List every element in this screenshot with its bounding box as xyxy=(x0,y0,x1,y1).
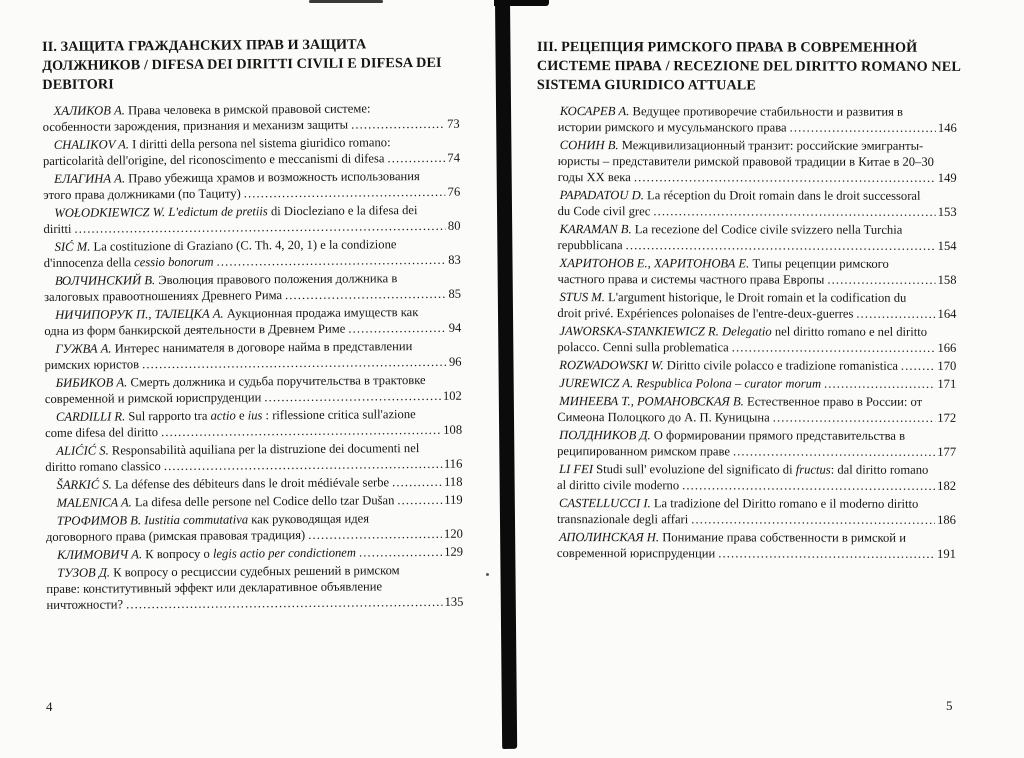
page-ref: 102 xyxy=(442,388,462,403)
toc-line xyxy=(46,492,463,511)
author-name: ALIĆIĆ S. xyxy=(56,443,109,458)
page-ref: 129 xyxy=(444,544,464,559)
author-name: ПОЛДНИКОВ Д. xyxy=(559,428,651,443)
dot-leader xyxy=(773,409,936,425)
toc-entries-left xyxy=(43,100,464,613)
title-text: Эволюция правового положения должника в xyxy=(158,271,398,288)
toc-entry xyxy=(46,492,463,511)
title-text: Право убежища храмов и возможность использования xyxy=(128,169,420,186)
entry-title xyxy=(557,443,730,459)
toc-entry xyxy=(45,406,462,441)
toc-line xyxy=(45,388,462,407)
page-ref: 120 xyxy=(443,526,463,541)
title-text: diritti xyxy=(43,221,72,236)
author-name: JAWORSKA-STANKIEWICZ R. xyxy=(559,324,719,339)
title-text: Права человека в римской правовой системе: xyxy=(127,101,371,118)
page-ref: 158 xyxy=(937,272,957,287)
toc-entry xyxy=(557,393,956,426)
toc-line xyxy=(558,237,957,254)
dot-leader xyxy=(691,511,935,528)
page-ref: 85 xyxy=(448,286,462,301)
entry-title xyxy=(44,254,214,271)
toc-line xyxy=(45,422,462,441)
toc-line xyxy=(557,409,956,426)
latin-term: ius xyxy=(247,408,263,423)
entry-title xyxy=(557,305,853,322)
page-ref: 135 xyxy=(444,594,464,609)
page-ref: 74 xyxy=(447,150,461,165)
page-ref: 96 xyxy=(448,354,462,369)
title-text: Симеона Полоцкого до А. П. Куницына xyxy=(557,410,770,425)
title-text: diritto romano classico xyxy=(45,459,161,474)
toc-line xyxy=(558,187,957,204)
entry-title xyxy=(558,237,623,253)
toc-entry xyxy=(557,529,956,562)
toc-line xyxy=(557,305,956,322)
toc-entry xyxy=(44,270,461,305)
toc-line xyxy=(558,119,957,136)
author-name: БИБИКОВ А. xyxy=(55,375,128,390)
title-text: d'innocenza della xyxy=(43,255,135,270)
toc-entry xyxy=(558,137,957,186)
title-text: частного права и системы частного права Европы xyxy=(557,272,825,287)
title-text: repubblicana xyxy=(557,238,623,253)
dot-leader xyxy=(626,237,936,254)
page-ref: 172 xyxy=(937,410,957,425)
toc-line xyxy=(557,511,956,528)
title-text: Межцивилизационный транзит: российские эмигранты- xyxy=(621,138,924,153)
dot-leader xyxy=(653,203,935,220)
title-text: Интерес нанимателя в договоре найма в представлении xyxy=(114,339,413,356)
page-number-left: 4 xyxy=(46,699,53,714)
entry-title xyxy=(557,271,824,288)
toc-entry xyxy=(44,304,461,339)
author-name: КОСАРЕВ А. xyxy=(559,104,630,119)
title-text: transnazionale degli affari xyxy=(556,512,689,527)
page-ref: 182 xyxy=(937,478,957,493)
dot-leader xyxy=(359,544,442,561)
dot-leader xyxy=(142,354,447,372)
scan-artifact-speck xyxy=(486,573,489,576)
toc-entry xyxy=(557,427,956,460)
dot-leader xyxy=(161,422,441,440)
title-text: e xyxy=(235,408,248,423)
toc-line xyxy=(45,456,462,475)
entry-title xyxy=(43,117,348,135)
author-name: ŠARKIĆ S. xyxy=(56,477,112,492)
book-gutter-top-shadow xyxy=(494,0,549,6)
entry-title xyxy=(558,169,631,185)
dot-leader xyxy=(901,358,936,374)
toc-line xyxy=(557,289,956,306)
author-name: STUS M. xyxy=(559,290,605,305)
page-ref: 153 xyxy=(937,204,957,219)
title-text: : dal diritto romano xyxy=(830,462,929,477)
dot-leader xyxy=(856,306,935,322)
title-text: Responsabilità aquiliana per la distruzione dei documenti nel xyxy=(111,441,420,458)
toc-line xyxy=(558,255,957,272)
toc-line xyxy=(557,545,956,562)
toc-entry xyxy=(46,510,463,545)
title-text: К вопросу о xyxy=(145,546,213,562)
heading-line: СИСТЕМЕ ПРАВА / RECEZIONE DEL DIRITTO ROMANO NEL xyxy=(536,57,961,75)
dot-leader xyxy=(348,320,446,337)
author-name: ВОЛЧИНСКИЙ В. xyxy=(54,273,156,288)
title-text: Понимание права собственности в римской и xyxy=(662,530,906,545)
page-ref: 164 xyxy=(937,306,957,321)
title-text: О формировании прямого представительства в xyxy=(653,428,906,443)
title-text: droit privé. Expériences polonaises de l'entre-deux-guerres xyxy=(557,306,854,321)
page-ref: 166 xyxy=(937,340,957,355)
entry-title xyxy=(557,511,688,527)
entry-title xyxy=(45,458,161,475)
toc-line xyxy=(557,339,956,356)
toc-line xyxy=(557,461,956,478)
title-text: современной юриспруденции xyxy=(556,546,716,561)
author-name: НИЧИПОРУК П., ТАЛЕЦКА А. xyxy=(55,306,224,322)
entry-title xyxy=(46,596,123,613)
author-name: MALENICA A. xyxy=(56,495,132,510)
dot-leader xyxy=(733,443,935,459)
toc-line xyxy=(557,427,956,444)
toc-entry xyxy=(45,474,462,493)
page-ref: 171 xyxy=(937,376,957,391)
title-text: L'argument historique, le Droit romain et la codification du xyxy=(608,290,907,305)
page-ref: 108 xyxy=(443,422,463,437)
toc-entry xyxy=(557,255,956,288)
title-text: праве: конститутивный эффект или декларативное объявление xyxy=(46,579,383,596)
toc-entry xyxy=(558,187,957,220)
toc-line xyxy=(557,271,956,288)
toc-entry xyxy=(557,375,956,392)
title-text: Смерть должника и судьба поручительства в трактовке xyxy=(130,372,426,390)
page-number-right: 5 xyxy=(946,698,953,713)
author-name: ROZWADOWSKI W. xyxy=(559,358,664,373)
title-text: годы XX века xyxy=(557,170,631,185)
latin-term: Respublica Polona – curator morum xyxy=(636,376,822,391)
toc-entry xyxy=(45,372,462,407)
title-text: Studi sull' evoluzione del significato di xyxy=(596,462,796,477)
entry-title xyxy=(557,477,679,493)
dot-leader xyxy=(244,184,446,202)
title-text: Аукционная продажа имуществ как xyxy=(226,305,419,321)
toc-line xyxy=(43,150,460,169)
entry-title xyxy=(45,424,158,441)
page-ref: 186 xyxy=(937,512,957,527)
heading-line: II. ЗАЩИТА ГРАЖДАНСКИХ ПРАВ И ЗАЩИТА xyxy=(42,36,367,55)
latin-term: actio xyxy=(210,408,236,423)
title-text: римских юристов xyxy=(44,357,140,372)
page-ref: 177 xyxy=(937,444,957,459)
toc-entry xyxy=(46,544,463,563)
toc-line xyxy=(557,529,956,546)
page-ref: 80 xyxy=(447,218,461,233)
toc-line xyxy=(558,221,957,238)
author-name: ТРОФИМОВ В. xyxy=(56,513,142,528)
latin-term: fructus xyxy=(795,462,831,477)
title-text: как руководящая идея xyxy=(248,511,370,527)
page-ref: 94 xyxy=(448,320,462,335)
title-text: nel diritto romano e nel diritto xyxy=(771,324,928,339)
section-heading-right xyxy=(536,38,961,96)
toc-entry xyxy=(46,562,463,613)
toc-entry xyxy=(558,103,957,136)
heading-line: III. РЕЦЕПЦИЯ РИМСКОГО ПРАВА В СОВРЕМЕННОЙ xyxy=(536,38,918,56)
entry-title xyxy=(558,203,651,219)
title-text: одна из форм банкирской деятельности в Древнем Риме xyxy=(44,321,346,338)
toc-line xyxy=(557,495,956,512)
toc-line xyxy=(44,320,461,339)
dot-leader xyxy=(718,545,935,561)
left-page xyxy=(42,35,464,615)
right-page xyxy=(536,38,961,564)
author-name: МИНЕЕВА Т., РОМАНОВСКАЯ В. xyxy=(559,394,744,409)
page-ref: 146 xyxy=(937,120,957,135)
page-ref: 83 xyxy=(448,252,461,267)
dot-leader xyxy=(392,474,442,490)
toc-line xyxy=(558,153,957,170)
toc-entry xyxy=(557,357,956,374)
title-text: Sul rapporto tra xyxy=(128,408,211,424)
title-text: La difesa delle persone nel Codice dello tzar Dušan xyxy=(134,493,395,510)
entry-title xyxy=(57,545,356,563)
author-name: CHALIKOV A. xyxy=(53,137,130,152)
page-ref: 119 xyxy=(444,492,463,507)
entry-title xyxy=(57,492,395,511)
toc-line xyxy=(43,184,460,203)
title-text: особенности зарождения, признания и механизм защиты xyxy=(42,117,349,134)
title-text: современной и римской юриспруденции xyxy=(44,390,262,406)
author-name: KARAMAN B. xyxy=(559,222,632,237)
toc-entry xyxy=(43,100,460,135)
toc-line xyxy=(557,375,956,392)
dot-leader xyxy=(682,477,935,494)
dot-leader xyxy=(126,594,443,612)
toc-line xyxy=(558,103,957,120)
title-text: К вопросу о ресциссии судебных решений в римском xyxy=(113,563,400,580)
author-name: АПОЛИНСКАЯ Н. xyxy=(558,530,660,545)
page-ref: 76 xyxy=(447,184,461,199)
author-name: JUREWICZ A. xyxy=(559,376,634,391)
toc-entry xyxy=(44,236,461,271)
toc-line xyxy=(558,169,957,186)
section-heading-left xyxy=(42,35,459,95)
toc-line xyxy=(557,323,956,340)
entry-title xyxy=(46,527,305,545)
title-text: Естественное право в России: от xyxy=(746,394,923,409)
title-text: договорного права (римская правовая традиция) xyxy=(45,527,306,544)
title-text: ничтожности? xyxy=(46,597,124,612)
heading-line: DEBITORI xyxy=(42,76,114,93)
author-name: WOŁODKIEWICZ W. xyxy=(54,205,166,220)
title-text: polacco. Cenni sulla problematica xyxy=(557,340,729,355)
author-name: SIĆ M. xyxy=(54,239,91,254)
title-text: La recezione del Codice civile svizzero nella Turchia xyxy=(634,222,903,237)
entry-title xyxy=(43,221,71,237)
entry-title xyxy=(43,185,241,203)
title-text: di Diocleziano e la difesa dei xyxy=(267,203,418,219)
entry-title xyxy=(557,339,728,355)
dot-leader xyxy=(634,169,936,186)
title-text: этого права должниками (по Тациту) xyxy=(43,186,241,202)
toc-entry xyxy=(557,461,956,494)
latin-term: legis actio per condictionem xyxy=(212,545,357,561)
title-text: come difesa del diritto xyxy=(45,425,159,440)
toc-entry xyxy=(557,289,956,322)
dot-leader xyxy=(285,286,447,303)
toc-line xyxy=(46,594,463,613)
title-text: реципированном римском праве xyxy=(557,444,730,459)
title-text: истории римского и мусульманского права xyxy=(557,120,787,135)
book-gutter-shadow xyxy=(495,0,517,749)
title-text: La réception du Droit romain dans le droit successoral xyxy=(647,188,921,203)
toc-entry xyxy=(45,440,462,475)
dot-leader xyxy=(216,252,446,270)
dot-leader xyxy=(824,376,935,392)
toc-entry xyxy=(557,495,956,528)
toc-entry xyxy=(558,221,957,254)
entry-title xyxy=(43,150,385,169)
toc-entry xyxy=(43,202,460,237)
toc-line xyxy=(557,477,956,494)
toc-line xyxy=(43,218,460,237)
toc-line xyxy=(44,286,461,305)
dot-leader xyxy=(387,150,445,166)
toc-line xyxy=(45,474,462,493)
scan-artifact-line xyxy=(309,0,383,3)
dot-leader xyxy=(790,120,936,136)
author-name: ЕЛАГИНА А. xyxy=(54,171,126,186)
latin-term: Iustitia commutativa xyxy=(144,512,249,528)
dot-leader xyxy=(74,218,446,237)
toc-entry xyxy=(44,338,461,373)
entry-title xyxy=(557,409,770,425)
title-text: I diritti della persona nel sistema giuridico romano: xyxy=(132,135,391,152)
toc-line xyxy=(558,137,957,154)
entry-title xyxy=(45,356,140,373)
title-text: юристы – представители римской правовой традиции в Китае в 20–30 xyxy=(557,154,934,169)
author-name: СОНИН В. xyxy=(559,138,619,153)
dot-leader xyxy=(732,339,936,355)
page-ref: 191 xyxy=(937,546,956,561)
toc-line xyxy=(43,116,460,135)
heading-line: ДОЛЖНИКОВ / DIFESA DEI DIRITTI CIVILI E DIFESA DEI xyxy=(42,54,442,74)
title-text: Diritto civile polacco e tradizione romanistica xyxy=(666,358,898,373)
title-text: La tradizione del Diritto romano e il moderno diritto xyxy=(653,496,919,511)
title-text: : riflessione critica sull'azione xyxy=(262,407,416,423)
toc-entries-right xyxy=(557,103,957,562)
title-text: залоговых правоотношениях Древнего Рима xyxy=(43,288,283,304)
page-ref: 116 xyxy=(443,456,463,471)
toc-line xyxy=(557,393,956,410)
heading-line: SISTEMA GIURIDICO ATTUALE xyxy=(536,76,756,94)
toc-line xyxy=(46,526,463,545)
title-text: La costituzione di Graziano (C. Th. 4, 20, 1) e la condizione xyxy=(93,237,397,254)
author-name: ТУЗОВ Д. xyxy=(57,565,111,580)
dot-leader xyxy=(351,116,445,133)
toc-line xyxy=(45,354,462,373)
toc-line xyxy=(44,252,461,271)
entry-title xyxy=(44,287,282,305)
title-text: Ведущее противоречие стабильности и развития в xyxy=(632,104,904,119)
toc-entry xyxy=(43,134,460,169)
title-text: Типы рецепции римского xyxy=(752,256,889,271)
author-name: ГУЖВА А. xyxy=(55,341,112,356)
page-ref: 73 xyxy=(447,116,460,131)
entry-title xyxy=(44,321,345,339)
author-name: ХАРИТОНОВ Е., ХАРИТОНОВА Е. xyxy=(559,256,750,271)
dot-leader xyxy=(264,388,441,405)
latin-term: L'edictum de pretiis xyxy=(168,204,268,220)
entry-title xyxy=(56,474,389,493)
toc-line xyxy=(557,357,956,374)
author-name: PAPADATOU D. xyxy=(559,188,644,203)
entry-title xyxy=(557,545,715,561)
page-ref: 170 xyxy=(937,358,957,373)
author-name: CASTELLUCCI I. xyxy=(559,496,651,511)
toc-entry xyxy=(43,168,460,203)
page-ref: 149 xyxy=(937,170,957,185)
page-ref: 118 xyxy=(444,474,463,489)
entry-title xyxy=(558,119,787,135)
title-text: al diritto civile moderno xyxy=(557,478,680,493)
author-name: КЛИМОВИЧ А. xyxy=(57,547,143,562)
latin-term: Delegatio xyxy=(722,324,772,339)
dot-leader xyxy=(397,492,442,508)
author-name: CARDILLI R. xyxy=(55,409,126,424)
dot-leader xyxy=(827,272,935,288)
entry-title xyxy=(559,357,898,374)
author-name: ХАЛИКОВ А. xyxy=(53,103,125,118)
page-ref: 154 xyxy=(937,238,957,253)
title-text: La défense des débiteurs dans le droit médiévale serbe xyxy=(114,475,390,492)
dot-leader xyxy=(164,456,442,474)
dot-leader xyxy=(308,526,442,543)
author-name: LI FEI xyxy=(559,462,594,477)
entry-title xyxy=(559,375,821,392)
toc-line xyxy=(557,443,956,460)
toc-line xyxy=(558,203,957,220)
toc-entry xyxy=(557,323,956,356)
title-text: particolarità dell'origine, del riconoscimento e meccanismi di difesa xyxy=(42,151,385,168)
latin-term: cessio bonorum xyxy=(134,254,214,270)
toc-line xyxy=(46,544,463,563)
entry-title xyxy=(45,389,262,407)
title-text: du Code civil grec xyxy=(557,204,651,219)
